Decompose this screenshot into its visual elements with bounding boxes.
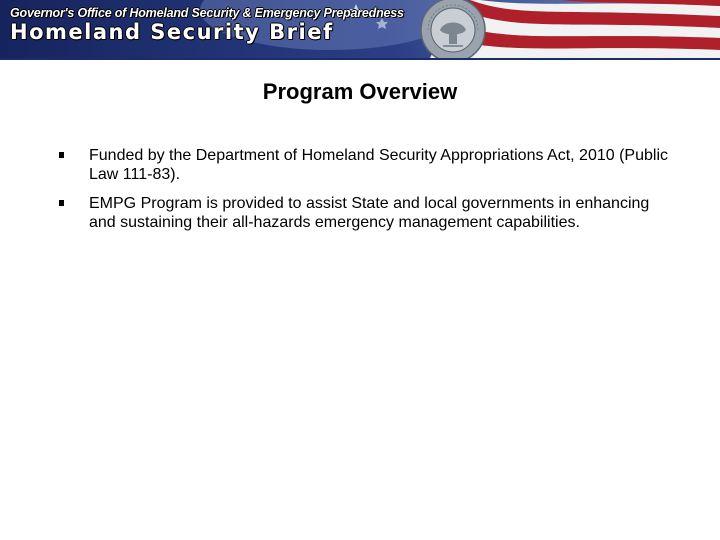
header-divider bbox=[0, 58, 720, 60]
header-banner bbox=[0, 0, 720, 58]
slide-title: Program Overview bbox=[262, 79, 458, 104]
bullet-list bbox=[58, 146, 678, 242]
bullet-item bbox=[58, 194, 678, 232]
bullet-item bbox=[58, 146, 678, 184]
brief-title: Homeland Security Brief bbox=[10, 20, 334, 44]
bullet-text: EMPG Program is provided to assist State and local governments in enhancing and sustaining their all-hazards emergency management capabilities. bbox=[89, 195, 650, 231]
bullet-marker-icon bbox=[59, 200, 64, 206]
bullet-text: Funded by the Department of Homeland Security Appropriations Act, 2010 (Public Law 111-83). bbox=[89, 147, 668, 183]
bullet-marker-icon bbox=[59, 152, 64, 158]
organization-name: Governor's Office of Homeland Security & Emergency Preparedness bbox=[10, 6, 404, 20]
state-seal bbox=[416, 0, 490, 58]
